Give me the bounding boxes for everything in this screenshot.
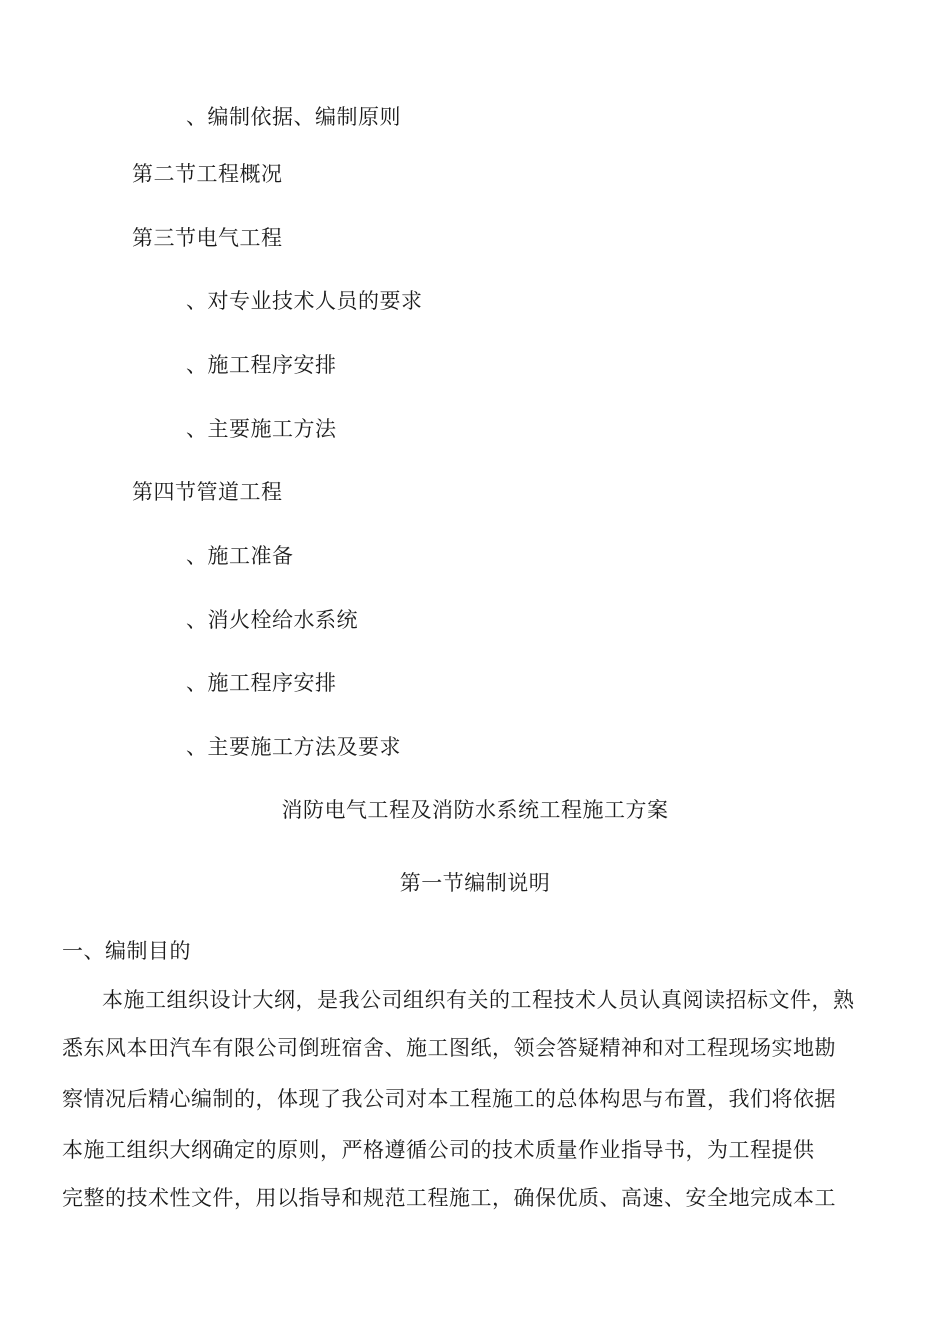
toc-item: 、施工程序安排 — [186, 353, 337, 377]
toc-item: 、主要施工方法 — [186, 417, 337, 441]
toc-item: 、施工程序安排 — [186, 671, 337, 695]
toc-section: 第二节工程概况 — [132, 162, 283, 186]
toc-item: 、施工准备 — [186, 544, 294, 568]
toc-item: 、主要施工方法及要求 — [186, 735, 401, 759]
paragraph-line: 察情况后精心编制的，体现了我公司对本工程施工的总体构思与布置，我们将依据 — [62, 1087, 836, 1111]
subheading: 一、编制目的 — [62, 939, 191, 963]
paragraph-line: 本施工组织大纲确定的原则，严格遵循公司的技术质量作业指导书，为工程提供 — [62, 1138, 815, 1162]
toc-section: 第四节管道工程 — [132, 480, 283, 504]
paragraph-line: 本施工组织设计大纲，是我公司组织有关的工程技术人员认真阅读招标文件，熟 — [102, 988, 855, 1012]
document-title: 消防电气工程及消防水系统工程施工方案 — [281, 798, 669, 822]
section-title: 第一节编制说明 — [399, 871, 551, 895]
paragraph-line: 完整的技术性文件，用以指导和规范工程施工，确保优质、高速、安全地完成本工 — [62, 1186, 836, 1210]
toc-item: 、对专业技术人员的要求 — [186, 289, 423, 313]
toc-item: 、编制依据、编制原则 — [186, 105, 401, 129]
toc-section: 第三节电气工程 — [132, 226, 283, 250]
paragraph-line: 悉东风本田汽车有限公司倒班宿舍、施工图纸，领会答疑精神和对工程现场实地勘 — [62, 1036, 836, 1060]
toc-item: 、消火栓给水系统 — [186, 608, 358, 632]
